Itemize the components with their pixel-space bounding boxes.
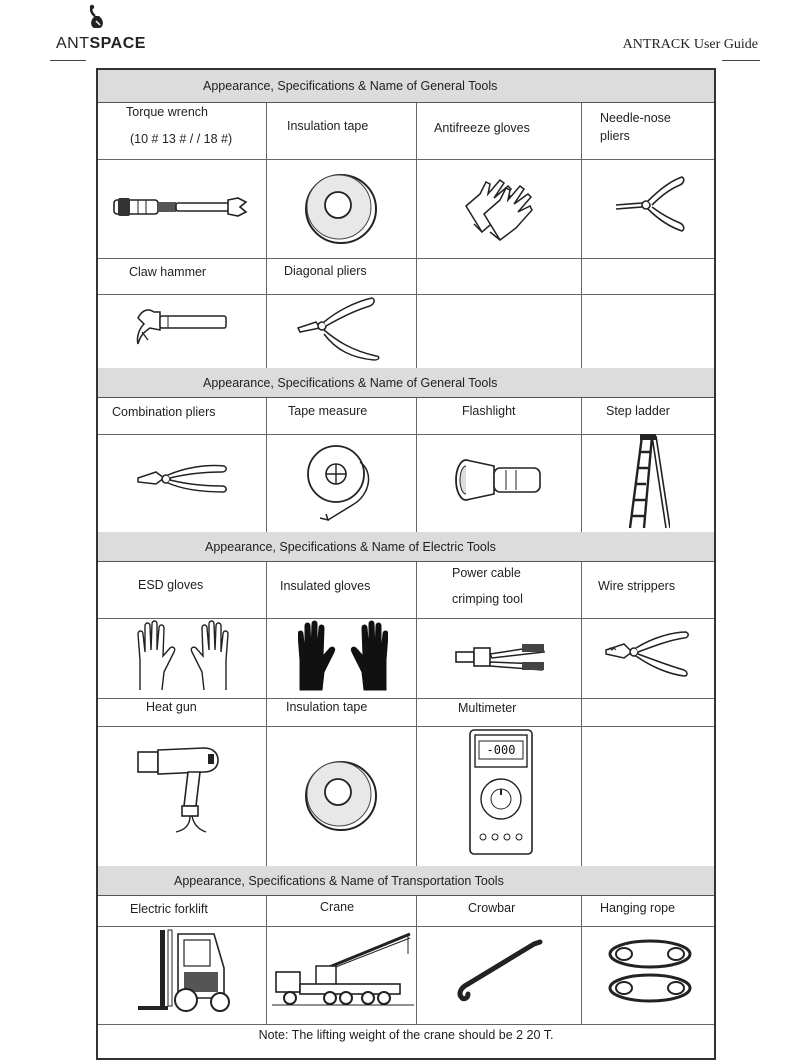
- esd-gloves-icon: [136, 620, 230, 692]
- label-insulation-tape: Insulation tape: [287, 119, 369, 133]
- header-rule-right: [722, 60, 760, 61]
- label-crimping-tool-2: crimping tool: [452, 592, 523, 606]
- insulation-tape-icon-2: [301, 756, 383, 834]
- row-divider: [98, 159, 714, 160]
- wire-strippers-icon: [602, 626, 692, 682]
- label-wire-strippers: Wire strippers: [598, 579, 676, 593]
- label-flashlight: Flashlight: [462, 404, 516, 418]
- label-antifreeze-gloves: Antifreeze gloves: [434, 121, 530, 135]
- col-divider: [416, 103, 417, 368]
- label-crimping-tool: Power cable: [452, 566, 521, 580]
- label-crowbar: Crowbar: [468, 901, 516, 915]
- col-divider: [266, 562, 267, 866]
- label-torque-wrench-spec: (10 # 13 # / / 18 #): [130, 132, 233, 146]
- heat-gun-icon: [136, 746, 236, 836]
- claw-hammer-icon: [134, 306, 230, 354]
- crane-icon: [272, 932, 414, 1008]
- crane-note: Note: The lifting weight of the crane should be 2 20 T.: [258, 1028, 554, 1042]
- row-divider: [98, 258, 714, 259]
- col-divider: [416, 896, 417, 1024]
- multimeter-device: [469, 729, 533, 855]
- label-tape-measure: Tape measure: [288, 404, 368, 418]
- row-divider: [98, 294, 714, 295]
- row-divider: [98, 1024, 714, 1025]
- section-general-tools-2: Appearance, Specifications & Name of General Tools: [98, 368, 714, 398]
- col-divider: [581, 398, 582, 532]
- hanging-rope-icon: [604, 936, 696, 1006]
- row-divider: [98, 618, 714, 619]
- label-diagonal-pliers: Diagonal pliers: [284, 264, 367, 278]
- flashlight-icon: [454, 456, 546, 506]
- antifreeze-gloves-icon: [460, 174, 538, 246]
- col-divider: [581, 103, 582, 368]
- insulation-tape-icon: [301, 169, 383, 247]
- col-divider: [416, 562, 417, 866]
- label-hanging-rope: Hanging rope: [600, 901, 676, 915]
- col-divider: [581, 562, 582, 866]
- col-divider: [266, 896, 267, 1024]
- label-heat-gun: Heat gun: [146, 700, 197, 714]
- combination-pliers-icon: [136, 462, 232, 498]
- label-step-ladder: Step ladder: [606, 404, 670, 418]
- label-insulated-gloves: Insulated gloves: [280, 579, 371, 593]
- tools-table: [96, 68, 716, 1060]
- multimeter-display: -000: [486, 743, 516, 757]
- label-electric-forklift: Electric forklift: [130, 902, 208, 916]
- tape-measure-icon: [298, 442, 384, 524]
- label-insulation-tape-2: Insulation tape: [286, 700, 368, 714]
- brand-logo: [56, 4, 156, 52]
- torque-wrench-icon: [110, 188, 252, 228]
- col-divider: [266, 398, 267, 532]
- ant-logo-icon: [86, 4, 108, 32]
- header-rule-left: [50, 60, 86, 61]
- row-divider: [98, 926, 714, 927]
- col-divider: [581, 896, 582, 1024]
- label-torque-wrench: Torque wrench: [126, 105, 208, 119]
- section-electric-tools: Appearance, Specifications & Name of Electric Tools: [98, 532, 714, 562]
- needle-nose-pliers-icon: [612, 171, 688, 237]
- label-crane: Crane: [320, 900, 355, 914]
- brand-name: ANTSPACE: [56, 35, 146, 52]
- forklift-icon: [138, 928, 242, 1014]
- label-combination-pliers: Combination pliers: [112, 405, 216, 419]
- diagonal-pliers-icon: [294, 294, 390, 364]
- row-divider: [98, 726, 714, 727]
- label-claw-hammer: Claw hammer: [129, 265, 207, 279]
- label-needle-nose-pliers-2: pliers: [600, 129, 630, 143]
- section-general-tools: Appearance, Specifications & Name of General Tools: [98, 70, 714, 103]
- crimping-tool-icon: [454, 636, 548, 676]
- label-esd-gloves: ESD gloves: [138, 578, 204, 592]
- insulated-gloves-icon: [298, 620, 388, 692]
- label-needle-nose-pliers: Needle-nose: [600, 111, 671, 125]
- step-ladder-icon: [626, 434, 670, 530]
- col-divider: [266, 103, 267, 368]
- section-transport-tools: Appearance, Specifications & Name of Transportation Tools: [98, 866, 714, 896]
- row-divider: [98, 434, 714, 435]
- label-multimeter: Multimeter: [458, 701, 517, 715]
- crowbar-icon: [454, 938, 544, 1002]
- guide-title: ANTRACK User Guide: [622, 37, 758, 52]
- col-divider: [416, 398, 417, 532]
